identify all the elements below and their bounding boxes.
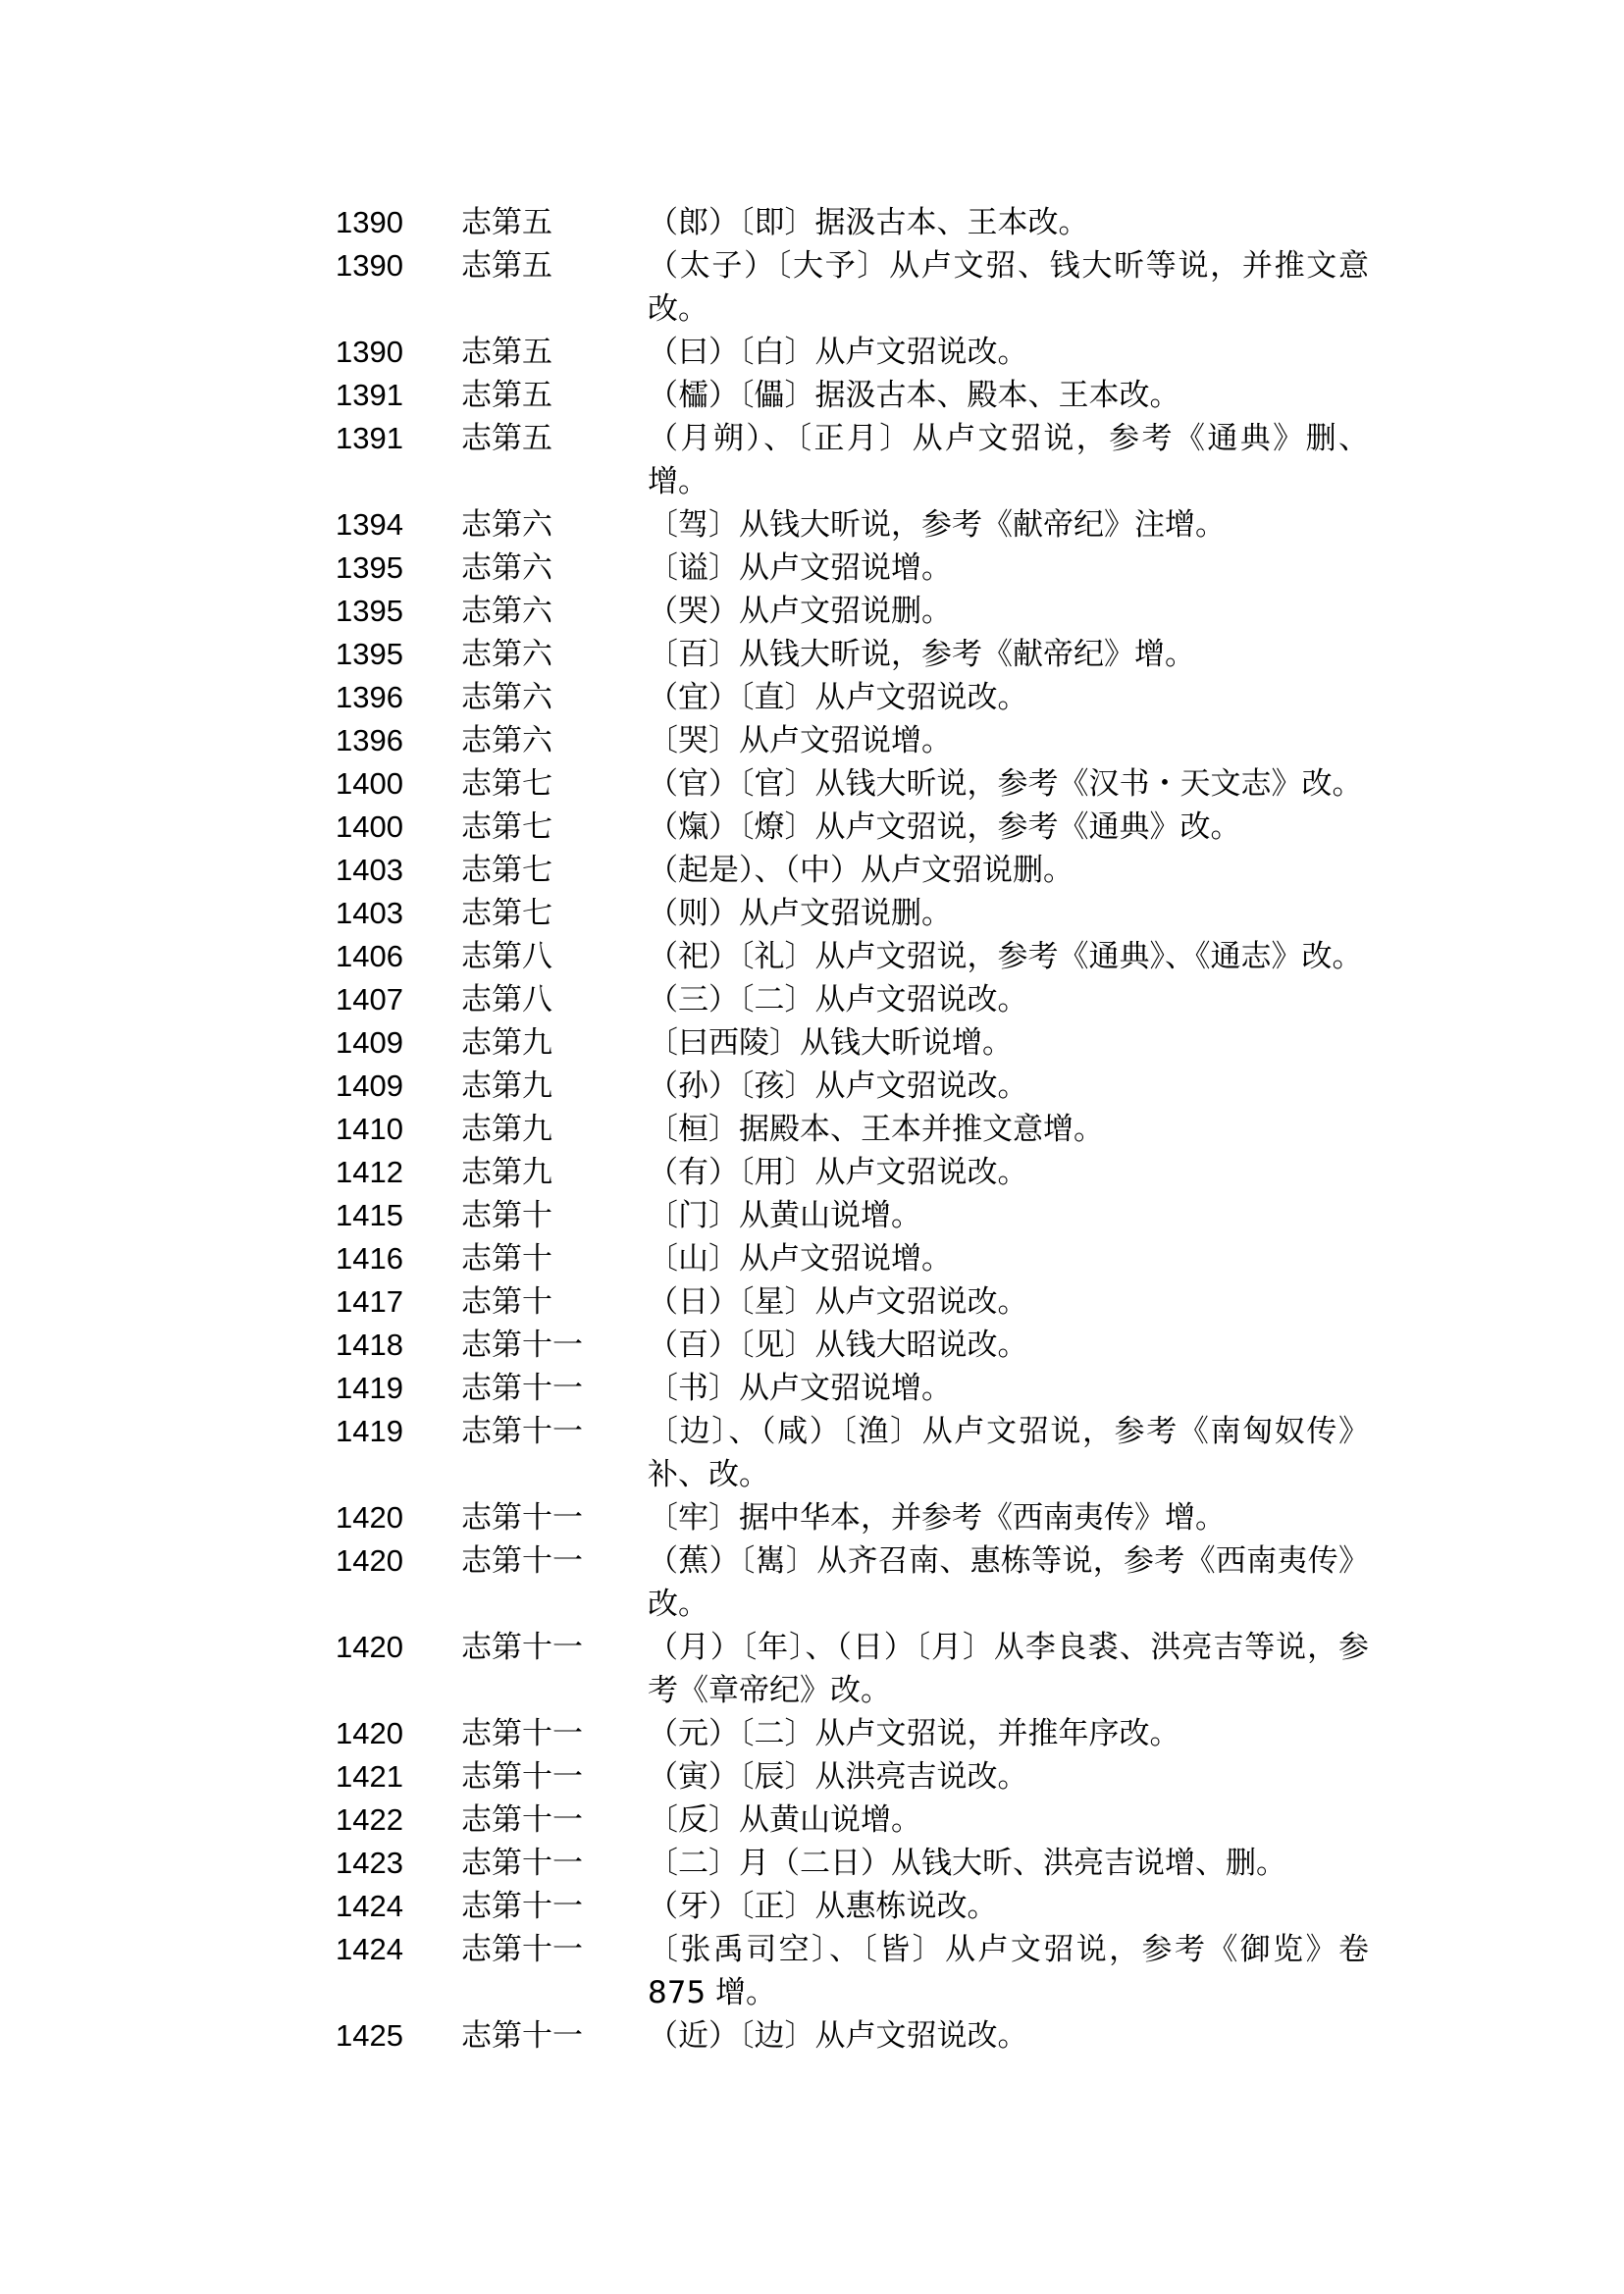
- correction-note: （曰）〔白〕从卢文弨说改。: [648, 335, 1028, 370]
- correction-note: （百）〔见〕从钱大昭说改。: [648, 1328, 1028, 1363]
- note-entry: 1390 志第五 （郎）〔即〕据汲古本、王本改。: [336, 201, 1376, 244]
- correction-note: 〔二〕月（二日）从钱大昕、洪亮吉说增、删。: [648, 1846, 1286, 1881]
- note-entry: 1423 志第十一 〔二〕月（二日）从钱大昕、洪亮吉说增、删。: [336, 1842, 1376, 1885]
- page-number: 1406: [336, 939, 403, 973]
- page-number: 1420: [336, 1543, 403, 1578]
- page-number: 1425: [336, 2018, 403, 2053]
- note-entry: 1395 志第六 （哭）从卢文弨说删。: [336, 590, 1376, 633]
- note-entry: 1396 志第六 〔哭〕从卢文弨说增。: [336, 719, 1376, 762]
- correction-note: （蕉）〔嶲〕从齐召南、惠栋等说，参考《西南夷传》改。: [648, 1543, 1369, 1622]
- note-entry: 1409 志第九 〔曰西陵〕从钱大昕说增。: [336, 1021, 1376, 1065]
- note-entry: 1396 志第六 （宜）〔直〕从卢文弨说改。: [336, 676, 1376, 719]
- correction-note: （元）〔二〕从卢文弨说，并推年序改。: [648, 1716, 1180, 1751]
- page-number: 1424: [336, 1932, 403, 1966]
- page-number: 1394: [336, 507, 403, 542]
- note-entry: 1403 志第七 （起是）、（中）从卢文弨说删。: [336, 849, 1376, 892]
- correction-note: （月）〔年〕、（日）〔月〕从李良裘、洪亮吉等说，参考《章帝纪》改。: [648, 1630, 1369, 1708]
- page-number: 1422: [336, 1802, 403, 1837]
- correction-note: （祀）〔礼〕从卢文弨说，参考《通典》、《通志》改。: [648, 939, 1363, 974]
- note-entry: 1390 志第五 （曰）〔白〕从卢文弨说改。: [336, 331, 1376, 374]
- page-number: 1390: [336, 205, 403, 239]
- correction-note: （近）〔边〕从卢文弨说改。: [648, 2018, 1028, 2054]
- correction-note: 〔曰西陵〕从钱大昕说增。: [648, 1025, 1013, 1061]
- page-number: 1420: [336, 1630, 403, 1664]
- page-number: 1395: [336, 550, 403, 585]
- note-entry: 1403 志第七 （则）从卢文弨说删。: [336, 892, 1376, 935]
- correction-note: 〔驾〕从钱大昕说，参考《献帝纪》注增。: [648, 507, 1226, 543]
- note-entry: 1400 志第七 （官）〔官〕从钱大昕说，参考《汉书・天文志》改。: [336, 762, 1376, 806]
- correction-note: （太子）〔大予〕从卢文弨、钱大昕等说，并推文意改。: [648, 248, 1369, 327]
- correction-note: （起是）、（中）从卢文弨说删。: [648, 853, 1074, 888]
- page-number: 1424: [336, 1889, 403, 1923]
- correction-note: （孙）〔孩〕从卢文弨说改。: [648, 1069, 1028, 1104]
- correction-note: （熂）〔燎〕从卢文弨说，参考《通典》改。: [648, 809, 1241, 845]
- correction-note: 〔山〕从卢文弨说增。: [648, 1241, 952, 1277]
- page-number: 1396: [336, 680, 403, 714]
- correction-note: 〔哭〕从卢文弨说增。: [648, 723, 952, 758]
- note-entry: 1409 志第九 （孙）〔孩〕从卢文弨说改。: [336, 1065, 1376, 1108]
- page-number: 1403: [336, 853, 403, 887]
- note-entry: 1424 志第十一 （牙）〔正〕从惠栋说改。: [336, 1885, 1376, 1928]
- correction-note: 〔书〕从卢文弨说增。: [648, 1371, 952, 1406]
- page-number: 1391: [336, 378, 403, 412]
- note-entry: 1395 志第六 〔谥〕从卢文弨说增。: [336, 547, 1376, 590]
- page-number: 1421: [336, 1759, 403, 1794]
- page-number: 1391: [336, 421, 403, 455]
- correction-note: 〔百〕从钱大昕说，参考《献帝纪》增。: [648, 637, 1195, 672]
- page-number: 1400: [336, 766, 403, 801]
- page-number: 1395: [336, 594, 403, 628]
- correction-note: 〔反〕从黄山说增。: [648, 1802, 921, 1838]
- page-number: 1390: [336, 248, 403, 283]
- page-number: 1395: [336, 637, 403, 671]
- note-entry: 1418 志第十一 （百）〔见〕从钱大昭说改。: [336, 1324, 1376, 1367]
- correction-note: 〔张禹司空〕、〔皆〕从卢文弨说，参考《御览》卷 875 增。: [648, 1932, 1369, 2010]
- note-entry: 1412 志第九 （有）〔用〕从卢文弨说改。: [336, 1151, 1376, 1194]
- correction-note: 〔边〕、（咸）〔渔〕从卢文弨说，参考《南匈奴传》补、改。: [648, 1414, 1369, 1492]
- page-number: 1403: [336, 896, 403, 930]
- note-entry: 1420 志第十一 〔牢〕据中华本，并参考《西南夷传》增。: [336, 1496, 1376, 1539]
- page-number: 1415: [336, 1198, 403, 1232]
- note-entry: 1415 志第十 〔门〕从黄山说增。: [336, 1194, 1376, 1237]
- page-number: 1416: [336, 1241, 403, 1276]
- page-number: 1412: [336, 1155, 403, 1189]
- correction-note: （有）〔用〕从卢文弨说改。: [648, 1155, 1028, 1190]
- note-entry: 1391 志第五 （月朔）、〔正月〕从卢文弨说，参考《通典》删、增。: [336, 417, 1376, 503]
- page-number: 1417: [336, 1284, 403, 1319]
- correction-note: （月朔）、〔正月〕从卢文弨说，参考《通典》删、增。: [648, 421, 1369, 499]
- note-entry: 1420 志第十一 （元）〔二〕从卢文弨说，并推年序改。: [336, 1712, 1376, 1755]
- correction-note: 〔谥〕从卢文弨说增。: [648, 550, 952, 586]
- correction-note: （櫺）〔儡〕据汲古本、殿本、王本改。: [648, 378, 1180, 413]
- note-entry: 1390 志第五 （太子）〔大予〕从卢文弨、钱大昕等说，并推文意改。: [336, 244, 1376, 331]
- page-number: 1420: [336, 1500, 403, 1535]
- note-entry: 1391 志第五 （櫺）〔儡〕据汲古本、殿本、王本改。: [336, 374, 1376, 417]
- page-number: 1390: [336, 335, 403, 369]
- note-entry: 1422 志第十一 〔反〕从黄山说增。: [336, 1799, 1376, 1842]
- correction-note: （则）从卢文弨说删。: [648, 896, 952, 931]
- note-entry: 1419 志第十一 〔边〕、（咸）〔渔〕从卢文弨说，参考《南匈奴传》补、改。: [336, 1410, 1376, 1496]
- page-number: 1400: [336, 809, 403, 844]
- correction-note: （牙）〔正〕从惠栋说改。: [648, 1889, 998, 1924]
- page-number: 1410: [336, 1112, 403, 1146]
- note-entry: 1406 志第八 （祀）〔礼〕从卢文弨说，参考《通典》、《通志》改。: [336, 935, 1376, 978]
- correction-note: 〔桓〕据殿本、王本并推文意增。: [648, 1112, 1104, 1147]
- page-number: 1409: [336, 1069, 403, 1103]
- correction-note: （三）〔二〕从卢文弨说改。: [648, 982, 1028, 1017]
- page-number: 1407: [336, 982, 403, 1017]
- note-entry: 1394 志第六 〔驾〕从钱大昕说，参考《献帝纪》注增。: [336, 503, 1376, 547]
- page-number: 1419: [336, 1371, 403, 1405]
- collation-notes-list: [336, 201, 1376, 2058]
- note-entry: 1407 志第八 （三）〔二〕从卢文弨说改。: [336, 978, 1376, 1021]
- page-number: 1396: [336, 723, 403, 757]
- note-entry: 1400 志第七 （熂）〔燎〕从卢文弨说，参考《通典》改。: [336, 806, 1376, 849]
- note-entry: 1395 志第六 〔百〕从钱大昕说，参考《献帝纪》增。: [336, 633, 1376, 676]
- note-entry: 1425 志第十一 （近）〔边〕从卢文弨说改。: [336, 2014, 1376, 2058]
- page-number: 1420: [336, 1716, 403, 1750]
- page-number: 1409: [336, 1025, 403, 1060]
- note-entry: 1421 志第十一 （寅）〔辰〕从洪亮吉说改。: [336, 1755, 1376, 1799]
- note-entry: 1420 志第十一 （月）〔年〕、（日）〔月〕从李良裘、洪亮吉等说，参考《章帝纪》改。: [336, 1626, 1376, 1712]
- note-entry: 1420 志第十一 （蕉）〔嶲〕从齐召南、惠栋等说，参考《西南夷传》改。: [336, 1539, 1376, 1626]
- page-number: 1423: [336, 1846, 403, 1880]
- page-number: 1418: [336, 1328, 403, 1362]
- correction-note: （哭）从卢文弨说删。: [648, 594, 952, 629]
- page-number: 1419: [336, 1414, 403, 1448]
- correction-note: （郎）〔即〕据汲古本、王本改。: [648, 205, 1089, 240]
- correction-note: （寅）〔辰〕从洪亮吉说改。: [648, 1759, 1028, 1795]
- correction-note: 〔门〕从黄山说增。: [648, 1198, 921, 1233]
- note-entry: 1419 志第十一 〔书〕从卢文弨说增。: [336, 1367, 1376, 1410]
- note-entry: 1424 志第十一 〔张禹司空〕、〔皆〕从卢文弨说，参考《御览》卷 875 增。: [336, 1928, 1376, 2014]
- correction-note: （日）〔星〕从卢文弨说改。: [648, 1284, 1028, 1320]
- correction-note: 〔牢〕据中华本，并参考《西南夷传》增。: [648, 1500, 1226, 1536]
- correction-note: （宜）〔直〕从卢文弨说改。: [648, 680, 1028, 715]
- note-entry: 1417 志第十 （日）〔星〕从卢文弨说改。: [336, 1280, 1376, 1324]
- note-entry: 1410 志第九 〔桓〕据殿本、王本并推文意增。: [336, 1108, 1376, 1151]
- note-entry: 1416 志第十 〔山〕从卢文弨说增。: [336, 1237, 1376, 1280]
- correction-note: （官）〔官〕从钱大昕说，参考《汉书・天文志》改。: [648, 766, 1363, 802]
